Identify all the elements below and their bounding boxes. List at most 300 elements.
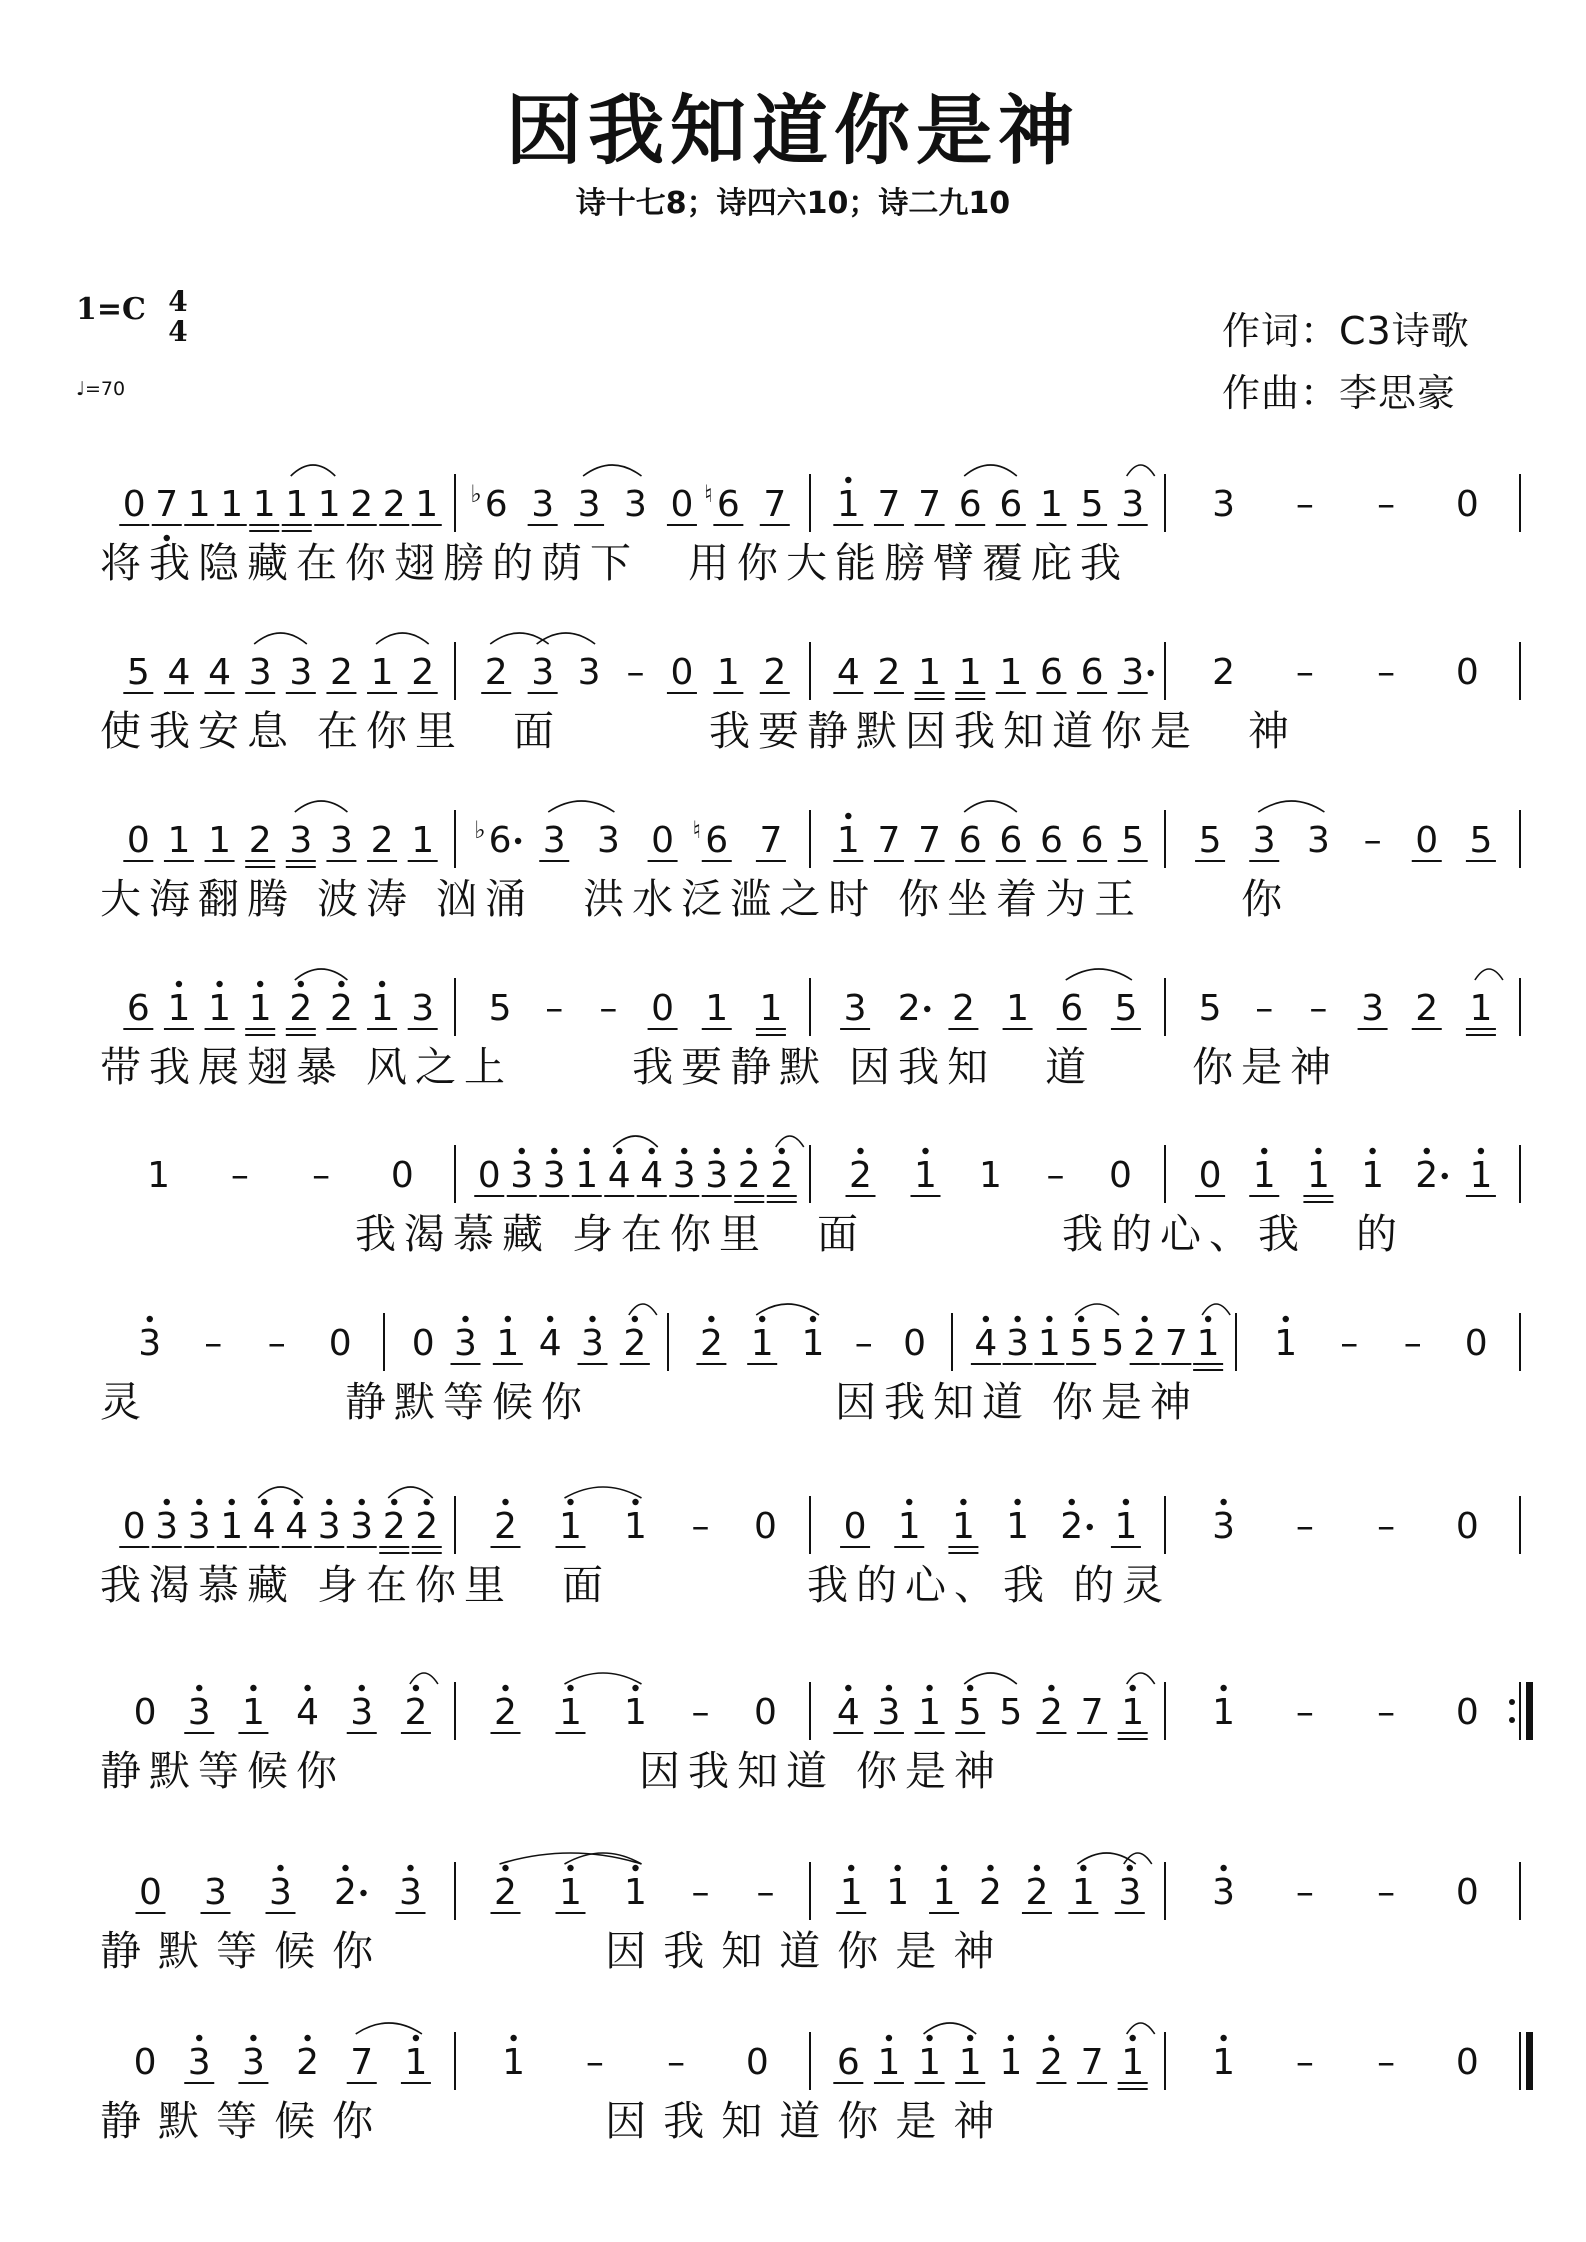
note: 4: [836, 652, 860, 693]
note: 3: [1212, 1506, 1236, 1547]
note: 1: [1306, 1155, 1330, 1196]
octave-dot-high: [1283, 1316, 1289, 1322]
note: 1: [415, 484, 439, 525]
note: 1: [220, 1506, 244, 1547]
note: 1: [502, 2042, 526, 2083]
tie-slur: [613, 1136, 658, 1147]
accidental-mark: ♭: [470, 480, 482, 508]
note: 3: [542, 1155, 566, 1196]
dash-extension: –: [1295, 652, 1314, 693]
octave-dot-high: [261, 1499, 267, 1505]
note: 2: [770, 1155, 794, 1196]
octave-dot-high: [567, 1865, 573, 1871]
note: 6: [716, 484, 740, 525]
note: 1: [1361, 1155, 1385, 1196]
tie-slur: [254, 633, 307, 644]
note: 7: [763, 484, 787, 525]
note: 1: [1212, 2042, 1236, 2083]
dash-extension: –: [1295, 484, 1314, 525]
note: 3: [510, 1155, 534, 1196]
note: 6: [1039, 820, 1063, 861]
note: 4: [285, 1506, 309, 1547]
octave-dot-high: [1220, 2035, 1226, 2041]
note: 0: [843, 1506, 867, 1547]
octave-dot-high: [424, 1499, 430, 1505]
note: 2: [979, 1872, 1002, 1913]
note: 3: [155, 1506, 179, 1547]
note: 4: [836, 1692, 860, 1733]
tie-slur: [1127, 1673, 1155, 1684]
note: 3: [269, 1872, 292, 1913]
note: 6: [1080, 820, 1104, 861]
note: 1: [220, 484, 244, 525]
note: 1: [370, 652, 394, 693]
octave-dot-high: [250, 2035, 256, 2041]
dash-extension: –: [667, 2042, 686, 2083]
note: 7: [1080, 2042, 1104, 2083]
octave-dot-high: [967, 2035, 973, 2041]
octave-dot-high: [1315, 1148, 1321, 1154]
tie-slur: [388, 1487, 433, 1498]
dash-extension: –: [1377, 484, 1396, 525]
note: 5: [1469, 820, 1493, 861]
note: 4: [538, 1323, 562, 1364]
note: 4: [607, 1155, 631, 1196]
note: 0: [1455, 652, 1479, 693]
octave-dot-high: [304, 1685, 310, 1691]
note: 6: [999, 820, 1023, 861]
note: 6: [999, 484, 1023, 525]
octave-dot-high: [922, 1148, 928, 1154]
note: 0: [651, 820, 675, 861]
tie-slur: [1202, 1304, 1230, 1315]
note: 0: [133, 1692, 157, 1733]
octave-dot-high: [1048, 2035, 1054, 2041]
note: 2: [404, 1692, 428, 1733]
dash-extension: –: [230, 1155, 249, 1196]
lyrics-line: 静默等候你 因我知道 你是神: [100, 1747, 1004, 1795]
note: 3: [329, 820, 353, 861]
note: 1: [958, 652, 982, 693]
tie-slur: [583, 465, 641, 476]
note: 1: [559, 1692, 582, 1733]
octave-dot-high: [708, 1316, 714, 1322]
note: 1: [716, 652, 740, 693]
note: 2: [951, 988, 975, 1029]
octave-dot-high: [1014, 1499, 1020, 1505]
note: 5: [1121, 820, 1145, 861]
octave-dot-high: [304, 2035, 310, 2041]
note: 6: [836, 2042, 860, 2083]
octave-dot-high: [746, 1148, 752, 1154]
octave-dot-high: [1261, 1148, 1267, 1154]
octave-dot-high: [845, 813, 851, 819]
note: 3: [399, 1872, 422, 1913]
note: 0: [139, 1872, 162, 1913]
octave-dot-high: [632, 1865, 638, 1871]
note: 0: [1455, 1506, 1479, 1547]
octave-dot-high: [216, 981, 222, 987]
note: 7: [1164, 1323, 1188, 1364]
augmentation-dot: [924, 1006, 930, 1012]
note: 1: [370, 988, 394, 1029]
note: 6: [126, 988, 150, 1029]
lyrics-line: 我渴慕藏 身在你里 面 我的心、我 的: [110, 1210, 1406, 1258]
note: 0: [1198, 1155, 1222, 1196]
note: 1: [836, 820, 860, 861]
octave-dot-high: [810, 1316, 816, 1322]
note: 7: [877, 820, 901, 861]
note: 1: [167, 988, 191, 1029]
note: 2: [494, 1692, 517, 1733]
dash-extension: –: [204, 1323, 223, 1364]
note: 1: [1071, 1872, 1095, 1913]
note: 2: [382, 1506, 406, 1547]
tie-slur: [1127, 2023, 1155, 2034]
dash-extension: –: [691, 1872, 710, 1913]
note: 1: [914, 1155, 937, 1196]
octave-dot-high: [779, 1148, 785, 1154]
octave-dot-high: [632, 1499, 638, 1505]
note: 1: [1469, 988, 1493, 1029]
final-barline: [1526, 2032, 1533, 2090]
note: 1: [897, 1506, 921, 1547]
note: 3: [204, 1872, 227, 1913]
note: 3: [248, 652, 272, 693]
note: 0: [1455, 2042, 1479, 2083]
octave-dot-high: [926, 2035, 932, 2041]
octave-dot-high: [987, 1865, 993, 1871]
repeat-dot: [1509, 1717, 1515, 1723]
composer-credit: 作曲：李思豪: [1222, 371, 1457, 415]
octave-dot-high: [196, 2035, 202, 2041]
dash-extension: –: [1377, 652, 1396, 693]
note: 1: [999, 652, 1023, 693]
note: 6: [705, 820, 729, 861]
note: 1: [317, 484, 341, 525]
octave-dot-high: [983, 1316, 989, 1322]
note: 3: [877, 1692, 901, 1733]
note: 3: [596, 820, 620, 861]
key-signature: 1=C: [76, 292, 146, 327]
note: 3: [241, 2042, 265, 2083]
lyrics-line: 将我隐藏在你翅膀的荫下 用你大能膀臂覆庇我: [100, 539, 1129, 587]
octave-dot-high: [510, 2035, 516, 2041]
note: 3: [1212, 1872, 1236, 1913]
accidental-mark: ♮: [704, 480, 713, 508]
note: 1: [839, 1872, 863, 1913]
note: 1: [404, 2042, 428, 2083]
note: 0: [133, 2042, 157, 2083]
tie-slur: [964, 801, 1017, 812]
note: 1: [147, 1155, 171, 1196]
note: 2: [411, 652, 435, 693]
note: 2: [296, 2042, 320, 2083]
dash-extension: –: [1295, 2042, 1314, 2083]
note: 4: [208, 652, 232, 693]
note: 2: [494, 1506, 517, 1547]
octave-dot-high: [505, 1316, 511, 1322]
dash-extension: –: [585, 2042, 604, 2083]
score-row: [0, 2018, 1586, 2188]
tie-slur: [776, 1136, 804, 1147]
note: 1: [958, 2042, 982, 2083]
octave-dot-high: [759, 1316, 765, 1322]
octave-dot-high: [926, 1685, 932, 1691]
note: 3: [577, 652, 601, 693]
note: 4: [640, 1155, 664, 1196]
tie-slur: [1066, 969, 1132, 980]
note: 6: [488, 820, 512, 861]
lyrics-line: 灵 静默等候你 因我知道 你是神: [100, 1378, 1200, 1426]
dash-extension: –: [1295, 1506, 1314, 1547]
octave-dot-high: [567, 1499, 573, 1505]
note: 2: [370, 820, 394, 861]
note: 3: [317, 1506, 341, 1547]
note: 2: [897, 988, 921, 1029]
note: 3: [454, 1323, 477, 1364]
note: 1: [624, 1506, 647, 1547]
note: 1: [1252, 1155, 1276, 1196]
octave-dot-high: [714, 1148, 720, 1154]
note: 1: [1006, 988, 1030, 1029]
octave-dot-high: [379, 981, 385, 987]
lyrics-line: 静 默 等 候 你 因 我 知 道 你 是 神: [100, 1927, 997, 1975]
note: 3: [187, 1506, 211, 1547]
score-row: [0, 1131, 1586, 1301]
octave-dot-high: [326, 1499, 332, 1505]
octave-dot-high: [342, 1865, 348, 1871]
note: 5: [1198, 820, 1222, 861]
note: 0: [745, 2042, 769, 2083]
note: 0: [754, 1692, 777, 1733]
tempo-mark: ♩=70: [76, 378, 126, 400]
note: 7: [877, 484, 901, 525]
octave-dot-high: [1080, 1865, 1086, 1871]
note: 4: [252, 1506, 276, 1547]
note: 2: [1025, 1872, 1049, 1913]
lyricist-credit: 作词：C3诗歌: [1222, 309, 1470, 353]
note: 1: [1121, 2042, 1145, 2083]
octave-dot-high: [649, 1148, 655, 1154]
tie-slur: [1258, 801, 1324, 812]
note: 0: [651, 988, 675, 1029]
note: 2: [248, 820, 272, 861]
note: 7: [918, 484, 942, 525]
octave-dot-high: [294, 1499, 300, 1505]
note: 2: [1060, 1506, 1084, 1547]
note: 0: [754, 1506, 777, 1547]
octave-dot-high: [632, 1685, 638, 1691]
octave-dot-high: [1220, 1685, 1226, 1691]
dash-extension: –: [691, 1692, 710, 1733]
tie-slur: [565, 1487, 642, 1498]
note: 5: [1101, 1323, 1125, 1364]
note: 1: [836, 484, 860, 525]
octave-dot-high: [502, 1865, 508, 1871]
octave-dot-high: [967, 1685, 973, 1691]
octave-dot-high: [502, 1685, 508, 1691]
scripture-reference: 诗十七8；诗四六10；诗二九10: [575, 186, 1011, 221]
augmentation-dot: [515, 838, 521, 844]
octave-dot-high: [1220, 1865, 1226, 1871]
note: 4: [167, 652, 191, 693]
note: 1: [285, 484, 309, 525]
note: 4: [974, 1323, 998, 1364]
note: 1: [1006, 1506, 1030, 1547]
dash-extension: –: [1363, 820, 1382, 861]
octave-dot-high: [551, 1148, 557, 1154]
octave-dot-high: [359, 1685, 365, 1691]
note: 0: [1464, 1323, 1488, 1364]
note: 2: [334, 1872, 357, 1913]
dash-extension: –: [267, 1323, 286, 1364]
tie-slur: [964, 1673, 1017, 1684]
lyrics-line: 我渴慕藏 身在你里 面 我的心、我 的灵: [100, 1561, 1172, 1609]
note: 1: [496, 1323, 520, 1364]
note: 0: [122, 484, 146, 525]
note: 3: [531, 484, 555, 525]
dash-extension: –: [626, 652, 645, 693]
note: 3: [350, 1506, 374, 1547]
octave-dot-high: [845, 477, 851, 483]
augmentation-dot: [1147, 670, 1153, 676]
score-row: [0, 1848, 1586, 2018]
note: 7: [350, 2042, 374, 2083]
note: 3: [1212, 484, 1236, 525]
tie-slur: [1127, 465, 1155, 476]
dash-extension: –: [1046, 1155, 1065, 1196]
note: 5: [126, 652, 150, 693]
tie-slur: [1075, 1304, 1119, 1315]
tie-slur: [629, 1304, 657, 1315]
octave-dot-high: [413, 2035, 419, 2041]
dash-extension: –: [1295, 1872, 1314, 1913]
note: 1: [1037, 1323, 1061, 1364]
octave-dot-high: [1369, 1148, 1375, 1154]
note: 6: [1039, 652, 1063, 693]
note: 2: [382, 484, 406, 525]
note: 3: [1121, 652, 1145, 693]
note: 0: [1455, 1872, 1479, 1913]
note: 0: [328, 1323, 352, 1364]
octave-dot-high: [1478, 1148, 1484, 1154]
tie-slur: [291, 465, 336, 476]
dash-extension: –: [854, 1323, 873, 1364]
note: 7: [155, 484, 179, 525]
note: 1: [624, 1872, 647, 1913]
time-signature-bottom: 4: [168, 315, 188, 348]
tie-slur: [924, 2023, 977, 2034]
tie-slur: [756, 1304, 819, 1315]
octave-dot-high: [1129, 2035, 1135, 2041]
note: 0: [1455, 1692, 1479, 1733]
octave-dot-high: [567, 1685, 573, 1691]
note: 2: [484, 652, 508, 693]
note: 2: [415, 1506, 439, 1547]
octave-dot-high: [857, 1148, 863, 1154]
octave-dot-high: [1014, 1316, 1020, 1322]
octave-dot-high: [413, 1685, 419, 1691]
note: 3: [1121, 484, 1145, 525]
note: 1: [918, 2042, 942, 2083]
octave-dot-high: [1048, 1685, 1054, 1691]
note: 1: [750, 1323, 774, 1364]
octave-dot-high: [147, 1316, 153, 1322]
lyrics-line: 大海翻腾 波涛 汹涌 洪水泛滥之时 你坐着为王 你: [100, 875, 1291, 923]
dash-extension: –: [1309, 988, 1328, 1029]
note: 0: [1455, 484, 1479, 525]
octave-dot-high: [1141, 1316, 1147, 1322]
tie-slur: [964, 465, 1017, 476]
octave-dot-high: [941, 1865, 947, 1871]
note: 1: [1114, 1506, 1138, 1547]
note: 2: [1039, 2042, 1063, 2083]
note: 3: [542, 820, 566, 861]
octave-dot-high: [277, 1865, 283, 1871]
note: 2: [1212, 652, 1236, 693]
note: 3: [138, 1323, 162, 1364]
note: 4: [296, 1692, 320, 1733]
tie-slur: [356, 2023, 422, 2034]
note: 2: [1415, 1155, 1439, 1196]
accidental-mark: ♭: [474, 816, 486, 844]
song-title: 因我知道你是神: [506, 86, 1080, 175]
note: 3: [531, 652, 555, 693]
time-signature: [163, 287, 193, 347]
note: 1: [951, 1506, 975, 1547]
note: 0: [1415, 820, 1439, 861]
score-row: [0, 796, 1586, 966]
note: 1: [241, 1692, 265, 1733]
repeat-dot: [1509, 1699, 1515, 1705]
octave-dot-high: [298, 981, 304, 987]
dash-extension: –: [1403, 1323, 1422, 1364]
octave-dot-high: [960, 1499, 966, 1505]
note: 0: [903, 1323, 927, 1364]
octave-dot-high: [848, 1865, 854, 1871]
note: 5: [999, 1692, 1023, 1733]
octave-dot-high: [1220, 1499, 1226, 1505]
note: 5: [1069, 1323, 1093, 1364]
octave-dot-high: [1123, 1499, 1129, 1505]
octave-dot-high: [257, 981, 263, 987]
octave-dot-high: [547, 1316, 553, 1322]
dash-extension: –: [1377, 1692, 1396, 1733]
note: 2: [329, 652, 353, 693]
note: 3: [577, 484, 601, 525]
octave-dot-high: [681, 1148, 687, 1154]
note: 1: [918, 1692, 942, 1733]
note: 2: [494, 1872, 517, 1913]
tie-slur: [258, 1487, 303, 1498]
octave-dot-high: [906, 1499, 912, 1505]
score-row: [0, 460, 1586, 630]
note: 1: [1469, 1155, 1493, 1196]
octave-dot-high: [589, 1316, 595, 1322]
note: 1: [208, 820, 232, 861]
dash-extension: –: [599, 988, 618, 1029]
note: 1: [1121, 1692, 1145, 1733]
note: 2: [1133, 1323, 1157, 1364]
lyrics-line: 带我展翅暴 风之上 我要静默 因我知 道 你是神: [100, 1043, 1340, 1091]
note: 2: [329, 988, 353, 1029]
octave-dot-high: [894, 1865, 900, 1871]
note: 6: [1060, 988, 1084, 1029]
note: 1: [999, 2042, 1023, 2083]
note: 7: [918, 820, 942, 861]
dash-extension: –: [1377, 1506, 1396, 1547]
